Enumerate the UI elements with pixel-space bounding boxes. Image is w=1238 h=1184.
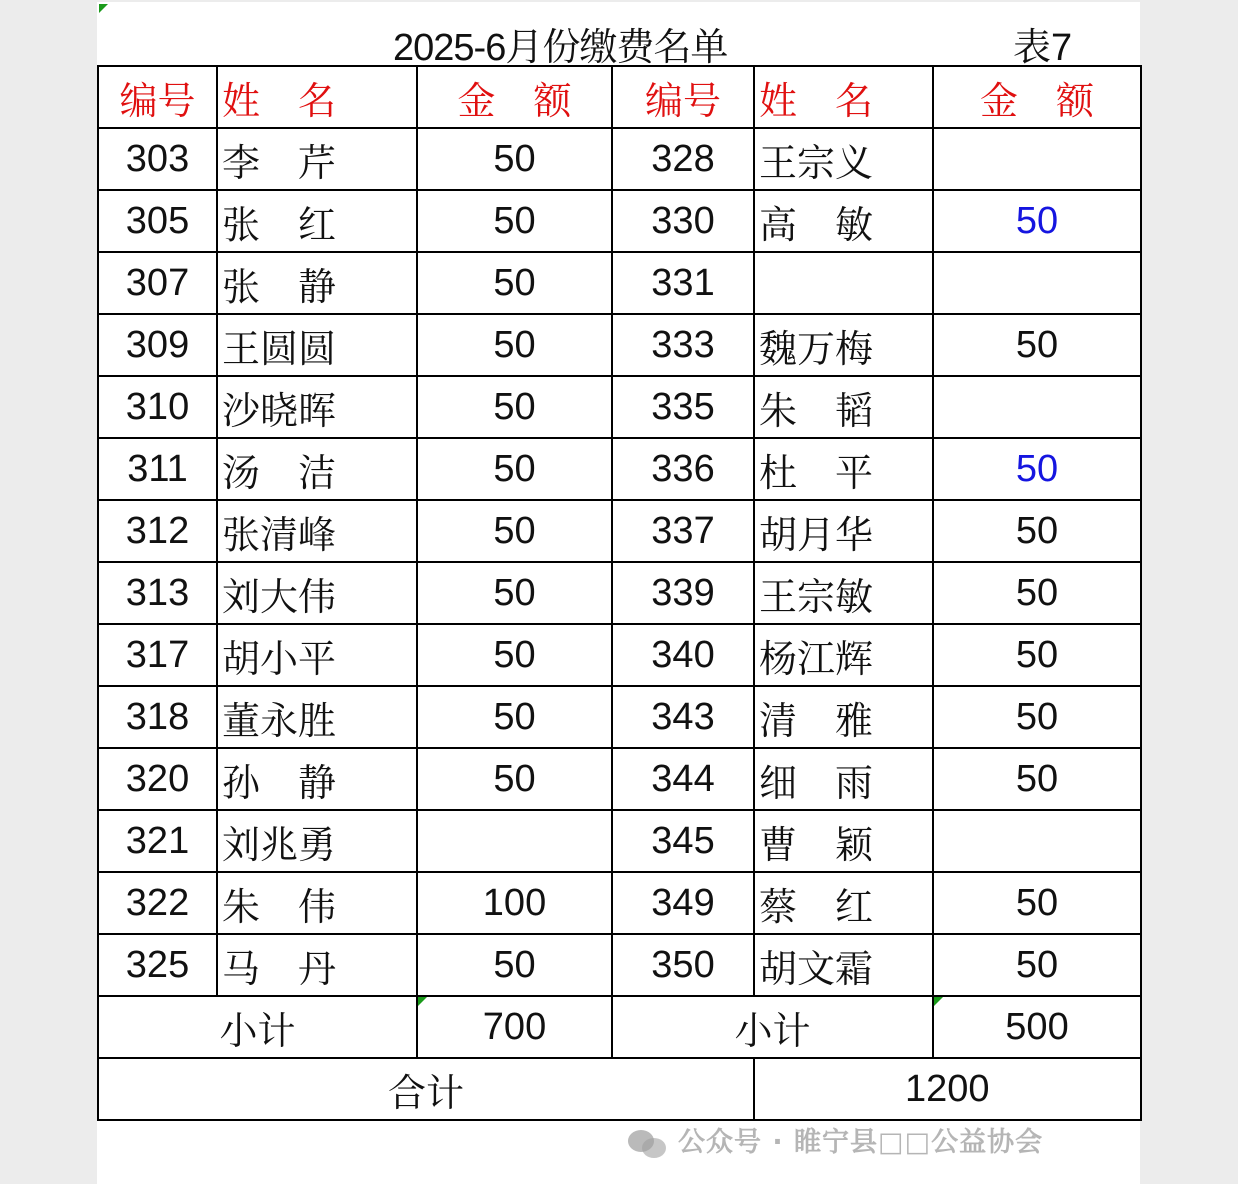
subtotal-right-value[interactable]: [933, 996, 1141, 1058]
member-amount-cell[interactable]: 50: [933, 934, 1141, 996]
member-name-cell[interactable]: 董永胜: [217, 686, 417, 748]
table-row: [98, 934, 1141, 996]
member-amount-cell[interactable]: [933, 252, 1141, 314]
member-number-cell[interactable]: 337: [612, 500, 754, 562]
member-name-cell[interactable]: 张 静: [217, 252, 417, 314]
member-amount-cell[interactable]: 50: [417, 438, 612, 500]
table-row: [98, 686, 1141, 748]
member-name-cell[interactable]: 张清峰: [217, 500, 417, 562]
member-amount-cell[interactable]: 50: [933, 500, 1141, 562]
header-amount-cell[interactable]: 金 额: [933, 66, 1141, 128]
header-number-cell[interactable]: 编号: [98, 66, 217, 128]
member-number-cell[interactable]: 303: [98, 128, 217, 190]
member-amount-cell[interactable]: 50: [417, 314, 612, 376]
member-name-cell[interactable]: 高 敏: [754, 190, 933, 252]
member-number-cell[interactable]: 309: [98, 314, 217, 376]
member-name-cell[interactable]: 刘兆勇: [217, 810, 417, 872]
member-amount-cell[interactable]: [933, 128, 1141, 190]
roster-body: [98, 128, 1141, 996]
member-amount-cell[interactable]: 50: [417, 500, 612, 562]
member-amount-cell[interactable]: 50: [933, 624, 1141, 686]
member-name-cell[interactable]: 细 雨: [754, 748, 933, 810]
table-row: [98, 128, 1141, 190]
member-number-cell[interactable]: 350: [612, 934, 754, 996]
table-row: [98, 500, 1141, 562]
subtotal-right-value-text: 500: [1005, 1005, 1069, 1048]
member-amount-cell[interactable]: 50: [417, 128, 612, 190]
member-name-cell[interactable]: 刘大伟: [217, 562, 417, 624]
member-amount-cell[interactable]: 50: [933, 748, 1141, 810]
member-amount-cell[interactable]: 50: [417, 190, 612, 252]
subtotal-row: [98, 996, 1141, 1058]
member-amount-cell[interactable]: 100: [417, 872, 612, 934]
member-amount-cell[interactable]: [933, 376, 1141, 438]
member-amount-cell[interactable]: 50: [417, 376, 612, 438]
member-number-cell[interactable]: 343: [612, 686, 754, 748]
member-amount-cell[interactable]: 50: [933, 562, 1141, 624]
subtotal-label-right[interactable]: 小计: [612, 996, 933, 1058]
member-name-cell[interactable]: 孙 静: [217, 748, 417, 810]
member-name-cell[interactable]: 沙晓晖: [217, 376, 417, 438]
header-amount-cell[interactable]: 金 额: [417, 66, 612, 128]
member-number-cell[interactable]: 310: [98, 376, 217, 438]
member-number-cell[interactable]: 331: [612, 252, 754, 314]
member-number-cell[interactable]: 335: [612, 376, 754, 438]
member-amount-cell[interactable]: 50: [417, 624, 612, 686]
table-row: [98, 562, 1141, 624]
member-number-cell[interactable]: 340: [612, 624, 754, 686]
member-name-cell[interactable]: 朱 韬: [754, 376, 933, 438]
table-row: [98, 438, 1141, 500]
table-row: [98, 624, 1141, 686]
wechat-icon: [628, 1128, 668, 1160]
member-name-cell[interactable]: 胡月华: [754, 500, 933, 562]
member-name-cell[interactable]: 王宗敏: [754, 562, 933, 624]
watermark: [628, 1120, 1043, 1160]
subtotal-left-value-text: 700: [482, 1005, 547, 1048]
table-row: [98, 872, 1141, 934]
member-number-cell[interactable]: 333: [612, 314, 754, 376]
formula-marker-icon: [418, 997, 427, 1006]
member-number-cell[interactable]: 328: [612, 128, 754, 190]
member-number-cell[interactable]: 312: [98, 500, 217, 562]
member-number-cell[interactable]: 336: [612, 438, 754, 500]
watermark-text: 公众号 · 睢宁县□□公益协会: [678, 1127, 1044, 1158]
member-name-cell[interactable]: 李 芹: [217, 128, 417, 190]
member-name-cell[interactable]: 胡文霜: [754, 934, 933, 996]
table-row: [98, 810, 1141, 872]
table-row: [98, 252, 1141, 314]
member-number-cell[interactable]: 330: [612, 190, 754, 252]
member-name-cell[interactable]: 王宗义: [754, 128, 933, 190]
payment-roster-table: [97, 65, 1142, 1121]
member-name-cell[interactable]: 曹 颖: [754, 810, 933, 872]
member-amount-cell[interactable]: [417, 810, 612, 872]
member-number-cell[interactable]: 313: [98, 562, 217, 624]
table-row: [98, 190, 1141, 252]
member-name-cell[interactable]: 杨江辉: [754, 624, 933, 686]
member-amount-cell[interactable]: 50: [933, 190, 1141, 252]
member-number-cell[interactable]: 322: [98, 872, 217, 934]
member-name-cell[interactable]: 胡小平: [217, 624, 417, 686]
member-name-cell[interactable]: 朱 伟: [217, 872, 417, 934]
member-amount-cell[interactable]: 50: [417, 252, 612, 314]
member-number-cell[interactable]: 318: [98, 686, 217, 748]
member-name-cell[interactable]: 魏万梅: [754, 314, 933, 376]
member-number-cell[interactable]: 339: [612, 562, 754, 624]
member-name-cell[interactable]: 清 雅: [754, 686, 933, 748]
member-amount-cell[interactable]: 50: [933, 686, 1141, 748]
member-amount-cell[interactable]: 50: [933, 314, 1141, 376]
member-name-cell[interactable]: 王圆圆: [217, 314, 417, 376]
member-amount-cell[interactable]: 50: [417, 686, 612, 748]
member-name-cell[interactable]: 蔡 红: [754, 872, 933, 934]
member-name-cell[interactable]: 杜 平: [754, 438, 933, 500]
sheet-title: 2025-6月份缴费名单: [393, 27, 728, 69]
table-row: [98, 314, 1141, 376]
total-label[interactable]: 合计: [98, 1058, 754, 1120]
member-number-cell[interactable]: 317: [98, 624, 217, 686]
total-row: [98, 1058, 1141, 1120]
table-tag: 表7: [1013, 27, 1073, 69]
member-number-cell[interactable]: 344: [612, 748, 754, 810]
formula-marker-icon: [934, 997, 943, 1006]
table-row: [98, 376, 1141, 438]
member-number-cell[interactable]: 321: [98, 810, 217, 872]
member-number-cell[interactable]: 349: [612, 872, 754, 934]
header-name-cell[interactable]: 姓 名: [217, 66, 417, 128]
member-number-cell[interactable]: 320: [98, 748, 217, 810]
member-number-cell[interactable]: 325: [98, 934, 217, 996]
member-amount-cell[interactable]: [933, 810, 1141, 872]
sheet-title-row[interactable]: [97, 4, 1140, 69]
member-amount-cell[interactable]: 50: [933, 872, 1141, 934]
member-name-cell[interactable]: 张 红: [217, 190, 417, 252]
header-number-cell[interactable]: 编号: [612, 66, 754, 128]
subtotal-label-left[interactable]: 小计: [98, 996, 417, 1058]
member-name-cell[interactable]: [754, 252, 933, 314]
member-number-cell[interactable]: 307: [98, 252, 217, 314]
member-amount-cell[interactable]: 50: [933, 438, 1141, 500]
header-row: [98, 66, 1141, 128]
member-amount-cell[interactable]: 50: [417, 562, 612, 624]
subtotal-left-value[interactable]: [417, 996, 612, 1058]
member-name-cell[interactable]: 汤 洁: [217, 438, 417, 500]
member-amount-cell[interactable]: 50: [417, 748, 612, 810]
member-name-cell[interactable]: 马 丹: [217, 934, 417, 996]
header-name-cell[interactable]: 姓 名: [754, 66, 933, 128]
table-row: [98, 748, 1141, 810]
member-number-cell[interactable]: 345: [612, 810, 754, 872]
total-value[interactable]: 1200: [754, 1058, 1141, 1120]
member-number-cell[interactable]: 311: [98, 438, 217, 500]
member-amount-cell[interactable]: 50: [417, 934, 612, 996]
member-number-cell[interactable]: 305: [98, 190, 217, 252]
